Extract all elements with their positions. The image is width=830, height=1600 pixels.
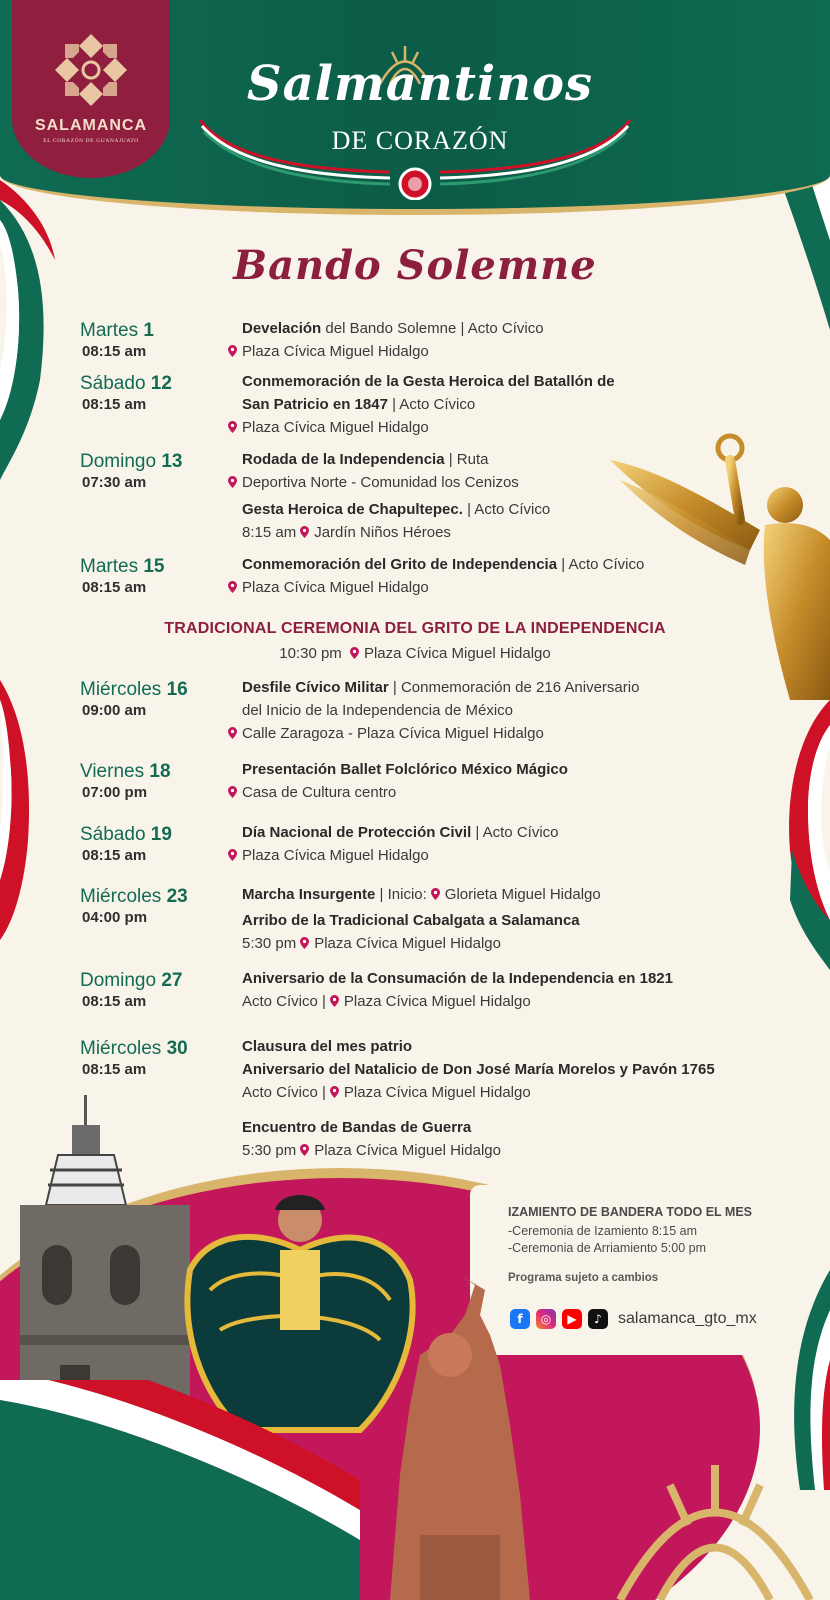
day-name: Domingo <box>80 451 157 472</box>
event-line <box>228 419 429 436</box>
event-line <box>228 847 429 864</box>
event-title: Aniversario del Natalicio de Don José María Morelos y Pavón 1765 <box>242 1061 715 1078</box>
event-location: Plaza Cívica Miguel Hidalgo <box>242 579 429 596</box>
event-title: Gesta Heroica de Chapultepec. <box>242 501 463 518</box>
day-name: Viernes <box>80 761 145 782</box>
sun-crown-ornament-icon <box>600 1455 830 1600</box>
event-title: Arribo de la Tradicional Cabalgata a Salamanca <box>242 912 580 929</box>
location-pin-icon <box>228 727 237 739</box>
event-location: Glorieta Miguel Hidalgo <box>444 886 601 903</box>
day-name: Miércoles <box>80 1038 162 1059</box>
event-line <box>242 824 559 841</box>
page-title: Bando Solemne <box>233 242 597 289</box>
event-line <box>242 702 513 719</box>
event-detail: | Acto Cívico <box>462 501 551 518</box>
event-day <box>80 824 172 846</box>
location-pin-icon <box>228 849 237 861</box>
event-time: 07:30 am <box>82 474 147 491</box>
event-location: Plaza Cívica Miguel Hidalgo <box>314 935 501 952</box>
location-pin-icon <box>330 995 339 1007</box>
event-prefix: 5:30 pm <box>242 1142 297 1159</box>
event-title: Conmemoración del Grito de Independencia <box>242 556 558 573</box>
event-line <box>242 396 475 413</box>
logo-tagline: EL CORAZÓN DE GUANAJUATO <box>43 138 139 144</box>
grito-ceremony-title: TRADICIONAL CEREMONIA DEL GRITO DE LA INDEPENDENCIA <box>164 620 666 637</box>
event-line <box>242 556 644 573</box>
day-name: Martes <box>80 320 139 341</box>
event-day <box>80 970 182 992</box>
event-location: Plaza Cívica Miguel Hidalgo <box>242 343 429 360</box>
event-line <box>242 886 601 903</box>
location-pin-icon <box>228 345 237 357</box>
event-title: Clausura del mes patrio <box>242 1038 413 1055</box>
flag-ribbon-bottom-left <box>0 1380 360 1600</box>
brand-title: Salmantinos <box>246 56 594 112</box>
grito-place: Plaza Cívica Miguel Hidalgo <box>363 645 551 662</box>
salamanca-logo <box>12 0 170 178</box>
event-title: Marcha Insurgente <box>242 886 376 903</box>
event-line <box>228 474 519 491</box>
event-detail: | Acto Cívico <box>387 396 476 413</box>
event-line <box>242 761 568 778</box>
event-line <box>242 912 580 929</box>
youtube-icon[interactable]: ▶ <box>562 1309 582 1329</box>
event-time: 08:15 am <box>82 1061 147 1078</box>
flag-ribbon-right-mid <box>770 700 830 970</box>
event-time: 08:15 am <box>82 847 147 864</box>
event-title: Presentación Ballet Folclórico México Mágico <box>242 761 568 778</box>
event-detail: | Conmemoración de 216 Aniversario <box>388 679 640 696</box>
event-title: Rodada de la Independencia <box>242 451 445 468</box>
event-location: Jardín Niños Héroes <box>314 524 451 541</box>
event-detail: del Inicio de la Independencia de México <box>242 702 514 719</box>
event-line <box>242 970 673 987</box>
day-name: Domingo <box>80 970 157 991</box>
day-number: 27 <box>161 970 183 991</box>
event-line <box>228 579 429 596</box>
brand-subtitle: DE CORAZÓN <box>331 126 509 155</box>
event-day <box>80 679 188 701</box>
event-line <box>242 373 615 390</box>
location-pin-icon <box>228 476 237 488</box>
event-line <box>242 1061 715 1078</box>
grito-ceremony-details <box>100 645 730 662</box>
day-number: 18 <box>149 761 171 782</box>
event-title: Develación <box>242 320 322 337</box>
event-time: 08:15 am <box>82 343 147 360</box>
event-detail: | Acto Cívico <box>471 824 559 841</box>
event-detail: | Inicio: <box>375 886 427 903</box>
event-line <box>242 1084 531 1101</box>
social-links <box>510 1308 757 1330</box>
day-number: 15 <box>143 556 165 577</box>
event-line <box>242 501 550 518</box>
location-pin-icon <box>300 1144 309 1156</box>
day-name: Miércoles <box>80 886 162 907</box>
event-time: 08:15 am <box>82 993 147 1010</box>
event-line <box>242 1119 471 1136</box>
event-line <box>242 524 451 541</box>
flag-lowering-line: -Ceremonia de Arriamiento 5:00 pm <box>508 1241 707 1255</box>
day-number: 13 <box>161 451 183 472</box>
event-detail: del Bando Solemne | Acto Cívico <box>321 320 544 337</box>
tiktok-icon[interactable]: ♪ <box>588 1309 608 1329</box>
event-day <box>80 1038 188 1060</box>
stone-statue-image <box>360 1275 530 1600</box>
grito-time: 10:30 pm <box>279 645 342 662</box>
day-number: 30 <box>166 1038 188 1059</box>
event-location: Plaza Cívica Miguel Hidalgo <box>343 993 531 1010</box>
event-line <box>228 725 544 742</box>
schedule-disclaimer: Programa sujeto a cambios <box>508 1272 659 1284</box>
day-name: Sábado <box>80 824 146 845</box>
event-location: Plaza Cívica Miguel Hidalgo <box>343 1084 531 1101</box>
event-time: 08:15 am <box>82 579 147 596</box>
day-number: 1 <box>143 320 154 341</box>
event-detail: | Acto Cívico <box>557 556 645 573</box>
event-line <box>228 784 396 801</box>
event-location: Casa de Cultura centro <box>242 784 397 801</box>
flag-raising-heading: IZAMIENTO DE BANDERA TODO EL MES <box>508 1205 753 1219</box>
event-time: 04:00 pm <box>82 909 148 926</box>
event-title: Conmemoración de la Gesta Heroica del Batallón de <box>242 373 615 390</box>
event-line <box>242 451 488 468</box>
location-pin-icon <box>228 786 237 798</box>
event-title: Encuentro de Bandas de Guerra <box>242 1119 472 1136</box>
day-number: 19 <box>150 824 172 845</box>
day-number: 12 <box>150 373 172 394</box>
location-pin-icon <box>330 1086 339 1098</box>
flag-ribbon-left-mid <box>0 680 40 940</box>
event-location: Deportiva Norte - Comunidad los Cenizos <box>242 474 519 491</box>
day-name: Miércoles <box>80 679 162 700</box>
event-day <box>80 373 172 395</box>
event-location: Plaza Cívica Miguel Hidalgo <box>242 419 429 436</box>
location-pin-icon <box>228 581 237 593</box>
social-handle[interactable]: salamanca_gto_mx <box>618 1310 757 1327</box>
location-pin-icon <box>228 421 237 433</box>
flag-ribbon-left <box>0 180 60 480</box>
event-line <box>242 320 544 337</box>
facebook-icon[interactable]: f <box>510 1309 530 1329</box>
location-pin-icon <box>300 526 309 538</box>
event-location: Plaza Cívica Miguel Hidalgo <box>314 1142 501 1159</box>
event-prefix: 8:15 am <box>242 524 297 541</box>
event-day <box>80 451 182 473</box>
day-name: Sábado <box>80 373 146 394</box>
event-time: 07:00 pm <box>82 784 148 801</box>
event-line <box>242 993 531 1010</box>
salamanca-emblem-icon <box>51 30 131 110</box>
event-line <box>242 679 639 696</box>
day-number: 23 <box>166 886 188 907</box>
event-detail: | Ruta <box>444 451 489 468</box>
event-line <box>242 1038 412 1055</box>
event-prefix: Acto Cívico | <box>242 993 326 1010</box>
logo-name: SALAMANCA <box>34 117 148 134</box>
event-line <box>228 343 429 360</box>
flag-raising-line: -Ceremonia de Izamiento 8:15 am <box>508 1224 697 1238</box>
event-title: Desfile Cívico Militar <box>242 679 389 696</box>
event-title: Aniversario de la Consumación de la Independencia en 1821 <box>242 970 673 987</box>
event-day <box>80 886 188 908</box>
event-prefix: Acto Cívico | <box>242 1084 326 1101</box>
event-title: San Patricio en 1847 <box>242 396 388 413</box>
event-day <box>80 556 165 578</box>
event-time: 08:15 am <box>82 396 147 413</box>
location-pin-icon <box>350 647 359 659</box>
day-number: 16 <box>166 679 188 700</box>
event-day <box>80 761 171 783</box>
event-prefix: 5:30 pm <box>242 935 297 952</box>
event-line <box>242 1142 501 1159</box>
event-title: Día Nacional de Protección Civil <box>242 824 472 841</box>
instagram-icon[interactable]: ◎ <box>536 1309 556 1329</box>
event-location: Calle Zaragoza - Plaza Cívica Miguel Hidalgo <box>242 725 544 742</box>
event-day <box>80 320 154 342</box>
day-name: Martes <box>80 556 139 577</box>
event-location: Plaza Cívica Miguel Hidalgo <box>242 847 429 864</box>
location-pin-icon <box>431 888 440 900</box>
event-time: 09:00 am <box>82 702 147 719</box>
event-line <box>242 935 501 952</box>
location-pin-icon <box>300 937 309 949</box>
